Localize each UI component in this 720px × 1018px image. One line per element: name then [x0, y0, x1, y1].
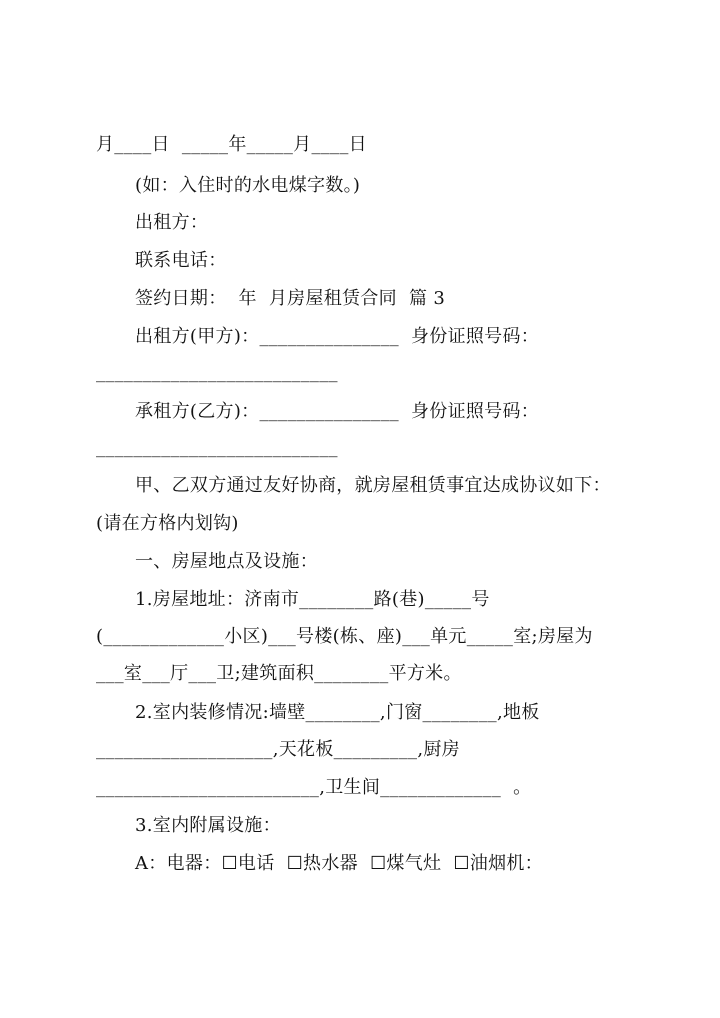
note-meter-readings: (如：入住时的水电煤字数。)	[135, 175, 361, 196]
house-address-line: 1.房屋地址：济南市________路(巷)_____号	[135, 589, 490, 610]
decoration-line-2: ___________________,天花板_________,厨房	[96, 739, 460, 760]
lessor-label: 出租方：	[135, 212, 209, 233]
facilities-heading: 3.室内附属设施：	[135, 815, 281, 836]
checkbox-instruction: (请在方格内划钩)	[96, 513, 239, 534]
house-address-detail: (_____________小区)___号楼(栋、座)___单元_____室;房屋为	[96, 626, 593, 647]
date-line: 月____日 _____年_____月____日	[96, 134, 367, 155]
agreement-intro: 甲、乙双方通过友好协商，就房屋租赁事宜达成协议如下：	[135, 475, 611, 496]
party-a-line: 出租方(甲方)：_______________ 身份证照号码：	[135, 326, 540, 347]
party-b-line: 承租方(乙方)：_______________ 身份证照号码：	[135, 401, 540, 422]
decoration-line-3: ________________________,卫生间_____________ 。	[96, 777, 532, 798]
contact-phone-label: 联系电话：	[135, 250, 227, 271]
decoration-line-1: 2.室内装修情况:墙壁________,门窗________,地板	[135, 702, 540, 723]
appliances-line: A：电器：☐电话 ☐热水器 ☐煤气灶 ☐油烟机：	[135, 853, 543, 874]
party-a-id-blank: __________________________	[96, 362, 338, 383]
section-one-heading: 一、房屋地点及设施：	[135, 551, 318, 572]
party-b-id-blank: __________________________	[96, 437, 338, 458]
signing-date-heading: 签约日期： 年 月房屋租赁合同 篇 3	[135, 288, 446, 309]
house-layout-area: ___室___厅___卫;建筑面积________平方米。	[96, 663, 462, 684]
